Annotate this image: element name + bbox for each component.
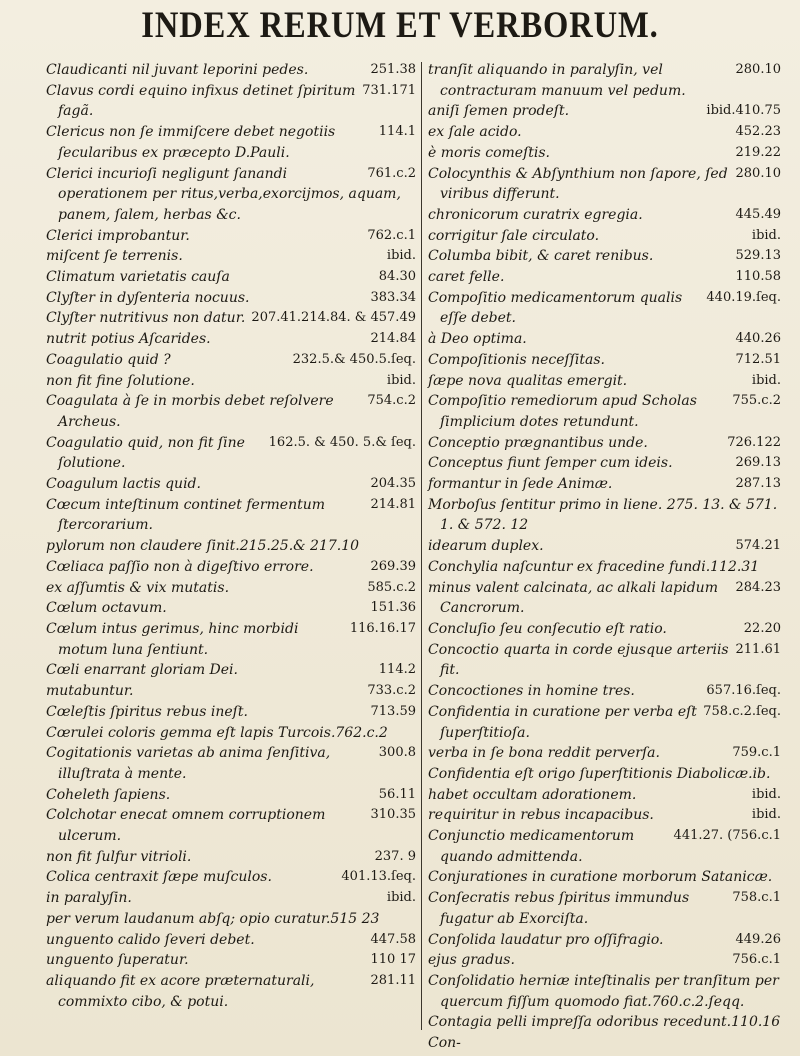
index-entry [46,888,416,909]
index-entry-reference: ibid. [751,372,781,388]
index-entry [428,681,781,702]
index-entry-reference: 84.30 [378,269,416,285]
index-entry-text: Cœleſtis ſpiritus rebus ineſt. [46,703,248,720]
index-entry [428,888,781,929]
index-entry [46,930,416,951]
index-entry-reference: 219.22 [735,144,781,160]
index-entry [46,909,416,930]
index-entry-text: Con- [428,1035,461,1052]
index-entry [428,702,781,743]
index-entry-text: per verum laudanum abſq; opio curatur.515 23 [46,910,380,927]
index-entry-text: Conſolidatio herniæ inteſtinalis per tranſitum per quercum fiſſum quomodo fiat.760.c.2.ſeqq. [428,972,779,1010]
index-entry [46,226,416,247]
column-divider [421,62,422,1030]
index-entry-reference: 755.c.2 [732,393,781,409]
index-entry-text: mutabuntur. [46,683,134,700]
index-entry-reference: 731.171 [362,82,416,98]
index-entry [428,391,781,432]
index-entry-text: Cogitationis varietas ab anima ſenſitiva, illuſtrata à mente. [46,745,331,782]
index-entry-text: ejus gradus. [428,952,515,969]
index-entry [428,950,781,971]
index-entry-text: Colocynthis & Abſynthium non ſapore, ſed viribus differunt. [428,165,728,203]
index-entry-text: unguento calido ſeveri debet. [46,931,255,948]
index-entry-text: caret felle. [428,269,505,286]
index-entry-text: Conceptus fiunt ſemper cum ideis. [428,455,673,472]
index-entry-reference: 440.19.ſeq. [706,289,781,305]
index-entry [46,557,416,578]
index-entry-reference: 207.41.214.84. & 457.49 [251,310,416,326]
index-entry-text: Cœlum intus gerimus, hinc morbidi motum luna ſentiunt. [46,620,299,658]
index-entry-reference: 310.35 [370,807,416,823]
index-entry-reference: ibid. [751,786,781,802]
index-entry-text: pylorum non claudere ſinit.215.25.& 217.10 [46,538,360,555]
index-entry [428,805,781,826]
index-entry-text: unguento ſuperatur. [46,952,189,969]
index-entry-reference: 762.c.1 [367,227,416,243]
index-entry [428,971,781,1012]
index-entry-reference: 214.84 [370,331,416,347]
index-entry-reference: 280.10 [735,62,781,77]
index-entry [46,329,416,350]
right-column [428,60,781,1054]
index-entry [46,60,416,81]
index-entry-reference: 441.27. (756.c.1 [673,828,781,844]
index-entry [46,619,416,660]
index-entry [46,122,416,163]
index-entry [46,867,416,888]
index-entry-reference: 712.51 [735,351,781,367]
index-entry [428,785,781,806]
index-entry [428,122,781,143]
index-entry-text: Clavus cordi equino infixus detinet ſpiritum fagã. [46,82,356,120]
index-entry-text: Cœlum octavum. [46,600,167,617]
index-entry [428,101,781,122]
index-entry-reference: 713.59 [370,703,416,719]
index-entry [46,971,416,1012]
index-entry-reference: 269.39 [370,558,416,574]
index-entry [46,246,416,267]
index-entry-reference: 287.13 [735,476,781,492]
index-entry-text: ex aſſumtis & vix mutatis. [46,579,230,596]
index-entry-reference: 574.21 [735,538,781,554]
index-entry [428,826,781,867]
index-entry [428,1012,781,1033]
index-entry [428,474,781,495]
index-entry-text: miſcent ſe terrenis. [46,248,183,265]
index-entry [46,950,416,971]
index-entry [46,536,416,557]
index-entry-text: Confidentia eſt origo ſuperſtitionis Diabolicæ.ib. [428,765,771,782]
index-entry [46,495,416,536]
index-entry-text: Conceptio prægnantibus unde. [428,434,648,451]
index-entry-reference: 529.13 [735,248,781,264]
index-entry-text: Coheleth ſapiens. [46,786,171,803]
index-entry-text: verba in ſe bona reddit perverſa. [428,745,660,762]
index-entry-text: Morboſus ſentitur primo in liene. 275. 13. & 571. 1. & 572. 12 [428,496,778,534]
index-entry-text: è moris comeſtis. [428,144,550,161]
index-entry [428,619,781,640]
index-entry [428,1033,781,1054]
index-entry [46,847,416,868]
index-entry-text: corrigitur ſale circulato. [428,227,600,244]
index-entry [428,578,781,619]
index-entry-reference: 401.13.ſeq. [341,869,416,885]
index-entry-reference: 657.16.ſeq. [706,683,781,699]
index-entry [46,598,416,619]
index-entry [46,578,416,599]
index-entry [46,474,416,495]
index-entry-reference: 281.11 [370,972,416,988]
index-entry [46,785,416,806]
index-entry-text: Cœrulei coloris gemma eſt lapis Turcois.762.c.2 [46,724,388,741]
index-entry [428,164,781,205]
index-entry [46,660,416,681]
index-entry-text: ex ſale acido. [428,124,522,141]
index-entry-text: Concluſio ſeu conſecutio eſt ratio. [428,620,667,637]
index-entry [46,288,416,309]
index-entry-reference: 383.34 [370,289,416,305]
index-entry-reference: 232.5.& 450.5.ſeq. [292,351,416,367]
index-entry-text: Compoſitio medicamentorum qualis eſſe debet. [428,289,683,327]
index-entry [46,350,416,371]
index-entry-reference: 116.16.17 [349,620,416,636]
index-entry-text: minus valent calcinata, ac alkali lapidum Cancrorum. [428,579,718,617]
index-entry [46,371,416,392]
index-entry-text: nutrit potius Aſcarides. [46,331,211,348]
index-entry [46,391,416,432]
index-entry [428,640,781,681]
index-entry [428,226,781,247]
index-entry-reference: 56.11 [378,786,416,802]
index-entry-text: formantur in ſede Animæ. [428,476,613,493]
index-entry [46,743,416,784]
index-entry-text: Conchylia naſcuntur ex fracedine fundi.112.31 [428,558,760,575]
index-entry-text: habet occultam adorationem. [428,786,637,803]
index-entry-reference: 300.8 [378,745,416,761]
index-entry-reference: 758.c.2.ſeq. [703,703,781,719]
index-entry-reference: 211.61 [735,641,781,657]
index-entry [46,308,416,329]
index-entry [428,433,781,454]
index-entry [428,453,781,474]
page-header [0,2,800,50]
index-entry-text: idearum duplex. [428,538,544,555]
index-entry [428,495,781,536]
index-entry-reference: 110 17 [370,952,416,968]
index-entry-reference: 759.c.1 [732,745,781,761]
index-entry [428,371,781,392]
index-entry [46,723,416,744]
index-entry [428,930,781,951]
index-entry [428,205,781,226]
index-entry-text: Climatum varietatis cauſa [46,269,230,286]
index-entry-reference: 204.35 [370,476,416,492]
index-entry-text: aliquando fit ex acore præternaturali, commixto cibo, & potui. [46,972,315,1010]
index-entry-reference: ibid.410.75 [706,103,781,119]
index-entry-text: Concoctio quarta in corde ejusque arteriis fit. [428,641,729,679]
index-entry-reference: ibid. [386,890,416,906]
index-entry-text: chronicorum curatrix egregia. [428,206,643,223]
header-title: INDEX RERUM ET VERBORUM. [141,5,659,46]
index-entry-reference: 758.c.1 [732,890,781,906]
index-entry-text: Compoſitionis neceſſitas. [428,351,606,368]
index-entry [428,536,781,557]
index-entry-reference: 445.49 [735,206,781,222]
index-entry [46,433,416,474]
index-entry-reference: 756.c.1 [732,952,781,968]
index-entry [46,267,416,288]
index-entry-reference: 284.23 [735,579,781,595]
left-column [46,60,416,1012]
index-entry [428,143,781,164]
index-entry-text: ſæpe nova qualitas emergit. [428,372,628,389]
index-entry-text: Contagia pelli impreſſa odoribus recedunt.110.16 [428,1014,781,1031]
index-entry-text: Cœli enarrant gloriam Dei. [46,662,238,679]
index-entry-reference: 754.c.2 [367,393,416,409]
index-entry-reference: 22.20 [743,620,781,636]
index-entry-text: Conjurationes in curatione morborum Satanicæ. [428,869,773,886]
index-entry [428,743,781,764]
index-entry-text: Concoctiones in homine tres. [428,683,635,700]
index-entry [428,350,781,371]
index-entry [428,60,781,101]
index-entry-text: Conjunctio medicamentorum quando admittenda. [428,828,635,865]
index-entry-reference: 214.81 [370,496,416,512]
index-entry-text: Clyſter in dyſenteria nocuus. [46,289,250,306]
index-entry-reference: 251.38 [370,62,416,77]
index-entry [46,164,416,226]
index-entry-reference: ibid. [751,807,781,823]
index-entry [428,329,781,350]
index-entry-reference: 110.58 [735,269,781,285]
index-entry-reference: 237. 9 [374,848,416,864]
index-entry-reference: 726.122 [727,434,781,450]
index-entry-reference: 761.c.2 [367,165,416,181]
index-entry-reference: 733.c.2 [367,683,416,699]
index-entry-reference: 447.58 [370,931,416,947]
index-entry-reference: 440.26 [735,331,781,347]
index-entry [46,805,416,846]
index-entry-reference: 452.23 [735,124,781,140]
index-entry-text: Colchotar enecat omnem corruptionem ulcerum. [46,807,326,845]
index-entry-reference: 162.5. & 450. 5.& ſeq. [268,434,416,450]
index-entry-text: non fit ſulfur vitrioli. [46,848,192,865]
index-entry-text: Confidentia in curatione per verba eſt ſuperſtitioſa. [428,703,697,741]
index-entry [428,267,781,288]
index-entry-text: tranſit aliquando in paralyſin, vel contracturam manuum vel pedum. [428,62,686,99]
index-entry [428,246,781,267]
index-entry-text: Coagulatio quid, non fit ſine ſolutione. [46,434,245,472]
index-entry-reference: 114.1 [378,124,416,140]
index-entry [46,681,416,702]
index-entry-reference: 280.10 [735,165,781,181]
index-entry-text: Coagulum lactis quid. [46,476,201,493]
index-entry-reference: 269.13 [735,455,781,471]
index-entry-text: requiritur in rebus incapacibus. [428,807,654,824]
index-entry-text: Conſolida laudatur pro oſſifragio. [428,931,664,948]
index-entry [428,764,781,785]
index-entry-text: Cœliaca paſſio non à digeſtivo errore. [46,558,314,575]
index-entry [428,557,781,578]
index-entry-text: Colica centraxit ſæpe muſculos. [46,869,272,886]
index-entry-text: Coagulatio quid ? [46,351,171,368]
index-entry-reference: 114.2 [378,662,416,678]
index-entry-reference: ibid. [386,248,416,264]
index-entry-text: Claudicanti nil juvant leporini pedes. [46,62,309,78]
index-entry-text: à Deo optima. [428,331,527,348]
index-entry-text: Compoſitio remediorum apud Scholas ſimplicium dotes retundunt. [428,393,697,430]
index-entry-reference: 151.36 [370,600,416,616]
index-entry-reference: 449.26 [735,931,781,947]
index-entry-reference: 585.c.2 [367,579,416,595]
index-entry-text: Coagulata à ſe in morbis debet reſolvere Archeus. [46,393,334,430]
index-entry-text: Clerici incurioſi negligunt ſanandi operationem per ritus,verba,exorcijmos, aquam, panem, ſalem, herbas &c. [46,165,401,223]
index-entry [46,702,416,723]
index-entry-text: aniſi ſemen prodeſt. [428,103,570,120]
index-entry-text: in paralyſin. [46,890,132,907]
index-entry-text: Conſecratis rebus ſpiritus immundus fugatur ab Exorciſta. [428,890,690,927]
index-entry-text: Cœcum inteſtinum continet fermentum ſtercorarium. [46,496,326,534]
index-entry-text: Columba bibit, & caret renibus. [428,248,654,265]
index-entry-text: non fit fine ſolutione. [46,372,195,389]
index-entry-text: Clerici improbantur. [46,227,190,244]
index-entry-reference: ibid. [386,372,416,388]
index-entry-text: Clericus non ſe immiſcere debet negotiis ſecularibus ex præcepto D.Pauli. [46,124,336,161]
index-entry [428,867,781,888]
index-entry [428,288,781,329]
index-entry [46,81,416,122]
index-entry-text: Clyſter nutritivus non datur. [46,310,246,327]
index-entry-reference: ibid. [751,227,781,243]
